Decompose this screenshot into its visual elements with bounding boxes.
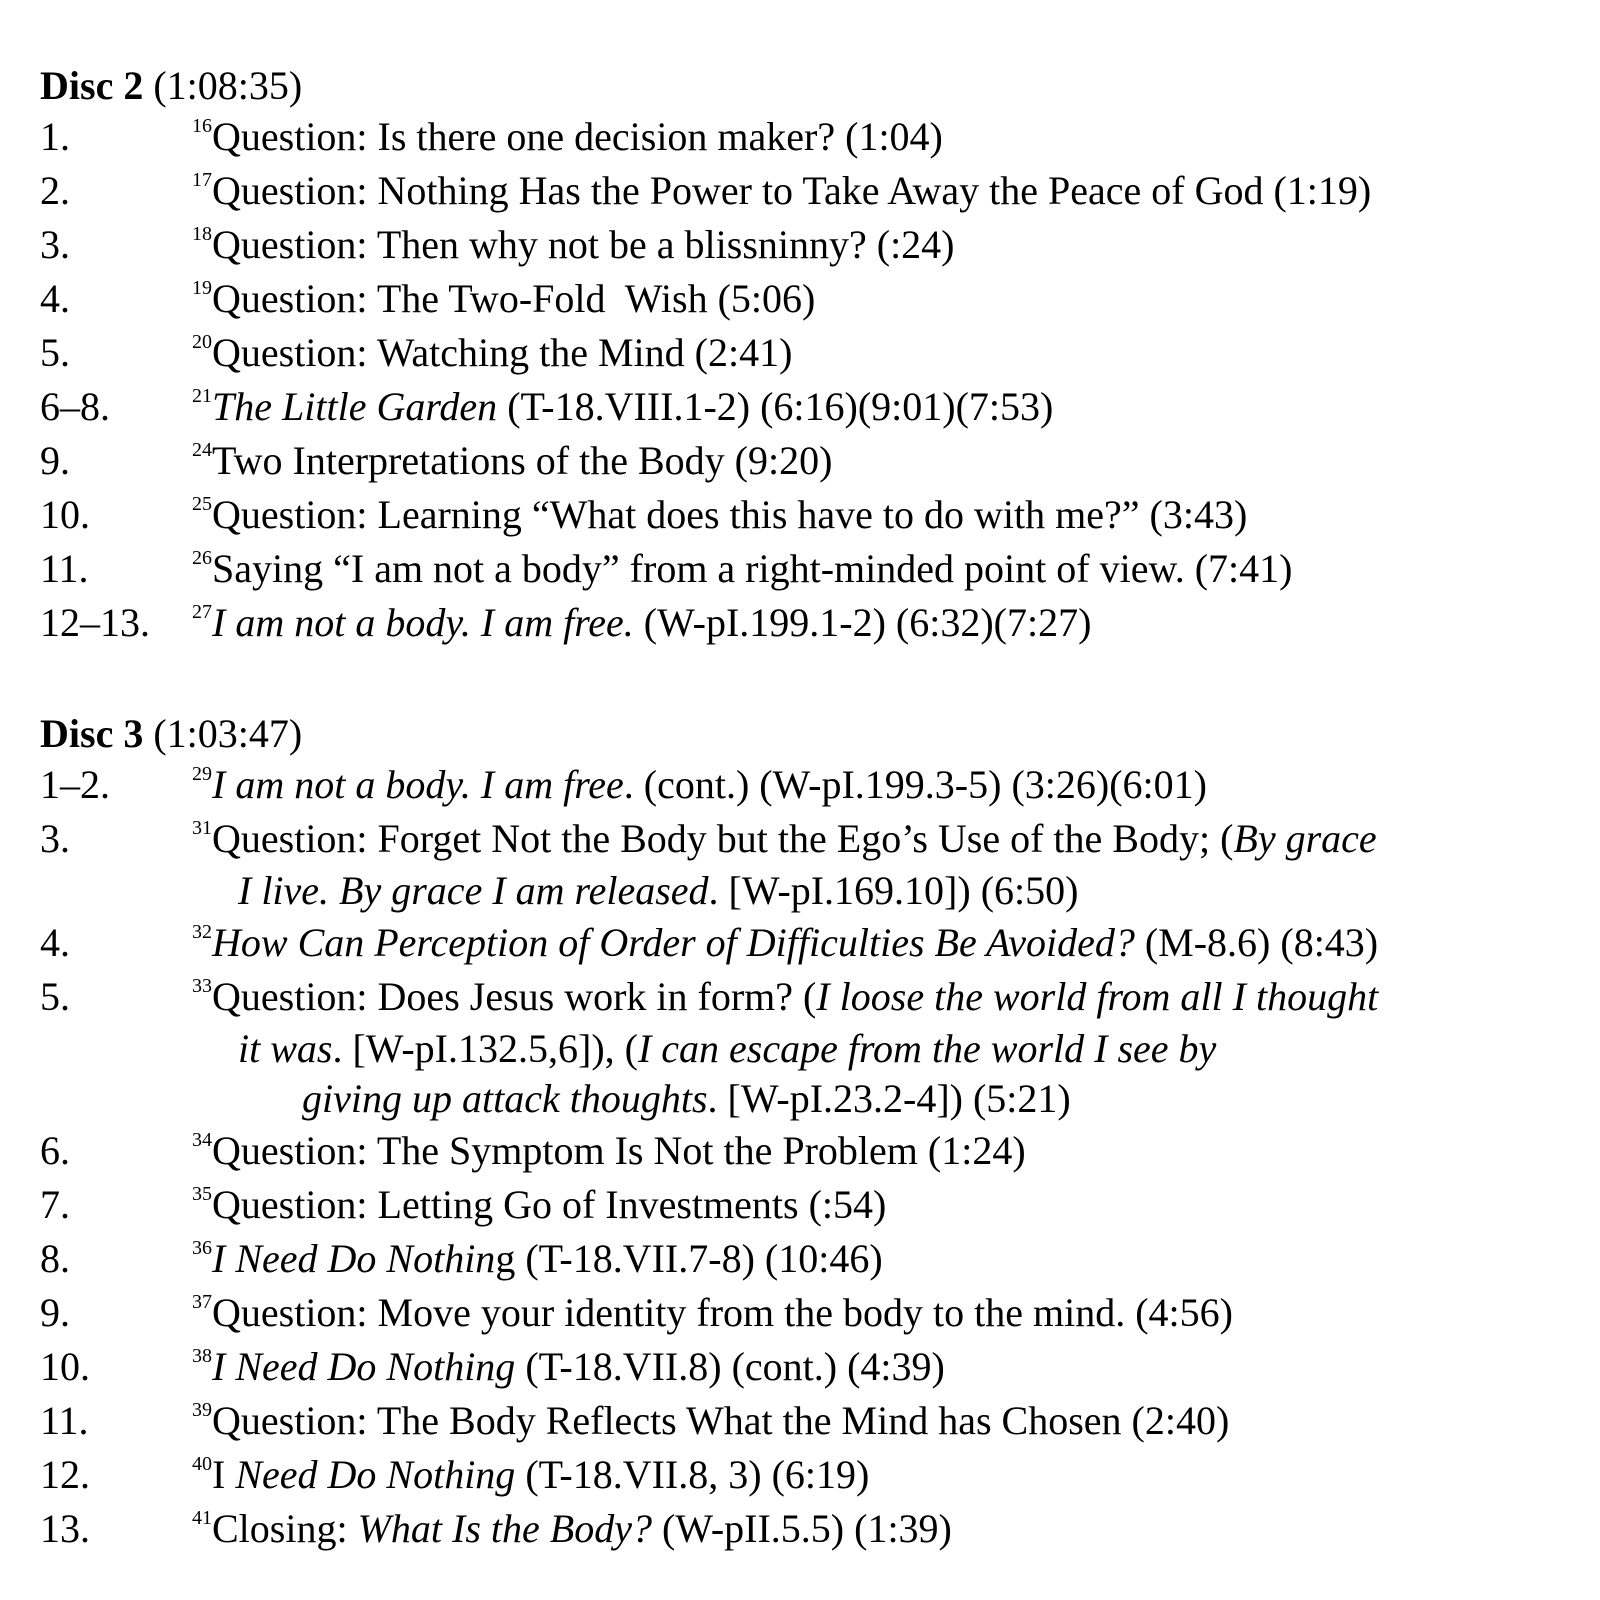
quote-italic: I loose the world from all I thought xyxy=(816,974,1379,1019)
track-reference: (T-18.VII.8) (cont.) (4:39) xyxy=(515,1344,945,1389)
track-number: 7. xyxy=(40,1182,70,1227)
track-entry xyxy=(40,596,1580,650)
track-number: 3. xyxy=(40,816,70,861)
track-reference: (T-18.VII.8, 3) (6:19) xyxy=(515,1452,870,1497)
footnote-ref: 20 xyxy=(192,330,212,353)
footnote-ref: 18 xyxy=(192,222,212,245)
track-number: 5. xyxy=(40,974,70,1019)
track-entry xyxy=(40,488,1580,542)
track-entry xyxy=(40,110,1580,164)
track-entry xyxy=(40,272,1580,326)
footnote-ref: 35 xyxy=(192,1182,212,1205)
track-title-italic: How Can Perception of Order of Difficulties Be Avoided? xyxy=(212,920,1135,965)
track-number: 5. xyxy=(40,330,70,375)
track-number: 8. xyxy=(40,1236,70,1281)
footnote-ref: 25 xyxy=(192,492,212,515)
track-title-italic: The Little Garden xyxy=(212,384,498,429)
footnote-ref: 36 xyxy=(192,1236,212,1259)
track-entry xyxy=(40,970,1580,1124)
track-number: 3. xyxy=(40,222,70,267)
disc-title: Disc 3 xyxy=(40,711,144,756)
footnote-ref: 21 xyxy=(192,384,212,407)
quote-italic: giving up attack thoughts xyxy=(302,1076,708,1121)
quote-italic: I live. By grace I am released xyxy=(238,868,709,913)
track-number: 6–8. xyxy=(40,384,110,429)
track-number: 10. xyxy=(40,1344,90,1389)
footnote-ref: 41 xyxy=(192,1506,212,1529)
footnote-ref: 34 xyxy=(192,1128,212,1151)
track-title: Question: Nothing Has the Power to Take Away the Peace of God (1:19) xyxy=(212,168,1372,213)
track-number: 10. xyxy=(40,492,90,537)
track-entry xyxy=(40,812,1580,916)
track-entry xyxy=(40,916,1580,970)
track-number: 1–2. xyxy=(40,762,110,807)
track-entry xyxy=(40,542,1580,596)
track-title: Question: Then why not be a blissninny? (:24) xyxy=(212,222,955,267)
track-entry xyxy=(40,380,1580,434)
track-number: 4. xyxy=(40,920,70,965)
track-title-italic: What Is the Body? xyxy=(357,1506,652,1551)
track-title: Question: Learning “What does this have to do with me?” (3:43) xyxy=(212,492,1248,537)
track-number: 4. xyxy=(40,276,70,321)
footnote-ref: 37 xyxy=(192,1290,212,1313)
track-number: 6. xyxy=(40,1128,70,1173)
track-entry xyxy=(40,326,1580,380)
track-title: Question: The Symptom Is Not the Problem (1:24) xyxy=(212,1128,1026,1173)
footnote-ref: 17 xyxy=(192,168,212,191)
track-listing xyxy=(40,62,1580,1556)
track-entry xyxy=(40,1502,1580,1556)
track-title: Question: Letting Go of Investments (:54) xyxy=(212,1182,887,1227)
track-entry xyxy=(40,1124,1580,1178)
track-number: 2. xyxy=(40,168,70,213)
disc-2-heading xyxy=(40,62,1580,110)
footnote-ref: 19 xyxy=(192,276,212,299)
footnote-ref: 29 xyxy=(192,762,212,785)
track-title: Saying “I am not a body” from a right-minded point of view. (7:41) xyxy=(212,546,1293,591)
track-entry xyxy=(40,758,1580,812)
track-entry xyxy=(40,1394,1580,1448)
track-reference: (M-8.6) (8:43) xyxy=(1134,920,1379,965)
quote-italic: it was xyxy=(238,1026,333,1071)
track-number: 1. xyxy=(40,114,70,159)
track-title: Two Interpretations of the Body (9:20) xyxy=(212,438,833,483)
track-title: Question: Watching the Mind (2:41) xyxy=(212,330,793,375)
footnote-ref: 31 xyxy=(192,816,212,839)
disc-title: Disc 2 xyxy=(40,63,144,108)
footnote-ref: 16 xyxy=(192,114,212,137)
track-title: Question: The Body Reflects What the Mind has Chosen (2:40) xyxy=(212,1398,1230,1443)
track-entry xyxy=(40,1232,1580,1286)
track-entry xyxy=(40,218,1580,272)
track-number: 9. xyxy=(40,438,70,483)
track-number: 12. xyxy=(40,1452,90,1497)
track-reference: . [W-pI.132.5,6]), ( xyxy=(332,1026,638,1071)
track-reference: (W-pII.5.5) (1:39) xyxy=(651,1506,952,1551)
track-number: 13. xyxy=(40,1506,90,1551)
track-entry xyxy=(40,1448,1580,1502)
footnote-ref: 24 xyxy=(192,438,212,461)
track-reference: . [W-pI.23.2-4]) (5:21) xyxy=(707,1076,1071,1121)
footnote-ref: 27 xyxy=(192,600,212,623)
track-entry xyxy=(40,164,1580,218)
disc-duration: (1:08:35) xyxy=(153,63,303,108)
track-title-italic: I am not a body. I am free xyxy=(212,762,624,807)
track-title: Closing: xyxy=(212,1506,358,1551)
footnote-ref: 32 xyxy=(192,920,212,943)
track-title-italic: Need Do Nothing xyxy=(235,1452,516,1497)
track-reference: . [W-pI.169.10]) (6:50) xyxy=(708,868,1079,913)
track-title-italic: I am not a body. I am free. xyxy=(212,600,634,645)
track-number: 11. xyxy=(40,1398,89,1443)
footnote-ref: 26 xyxy=(192,546,212,569)
footnote-ref: 33 xyxy=(192,974,212,997)
track-title: Question: Does Jesus work in form? ( xyxy=(212,974,817,1019)
track-title: Question: Forget Not the Body but the Ego’s Use of the Body; ( xyxy=(212,816,1234,861)
footnote-ref: 39 xyxy=(192,1398,212,1421)
disc-duration: (1:03:47) xyxy=(153,711,303,756)
track-number: 12–13. xyxy=(40,600,150,645)
track-title: Question: Move your identity from the body to the mind. (4:56) xyxy=(212,1290,1233,1335)
track-entry xyxy=(40,1178,1580,1232)
quote-italic: I can escape from the world I see by xyxy=(637,1026,1217,1071)
track-title: I xyxy=(212,1452,236,1497)
track-number: 9. xyxy=(40,1290,70,1335)
track-reference: (T-18.VIII.1-2) (6:16)(9:01)(7:53) xyxy=(497,384,1054,429)
track-reference: (W-pI.199.1-2) (6:32)(7:27) xyxy=(633,600,1092,645)
track-title-italic: I Need Do Nothin xyxy=(212,1236,496,1281)
track-number: 11. xyxy=(40,546,89,591)
track-title: Question: The Two-Fold Wish (5:06) xyxy=(212,276,816,321)
track-entry xyxy=(40,1340,1580,1394)
track-reference: g (T-18.VII.7-8) (10:46) xyxy=(495,1236,883,1281)
track-title-italic: I Need Do Nothing xyxy=(212,1344,516,1389)
track-entry xyxy=(40,1286,1580,1340)
quote-italic: By grace xyxy=(1233,816,1377,861)
disc-3-heading xyxy=(40,710,1580,758)
track-title: Question: Is there one decision maker? (1:04) xyxy=(212,114,943,159)
track-entry xyxy=(40,434,1580,488)
footnote-ref: 40 xyxy=(192,1452,212,1475)
footnote-ref: 38 xyxy=(192,1344,212,1367)
track-reference: . (cont.) (W-pI.199.3-5) (3:26)(6:01) xyxy=(623,762,1207,807)
